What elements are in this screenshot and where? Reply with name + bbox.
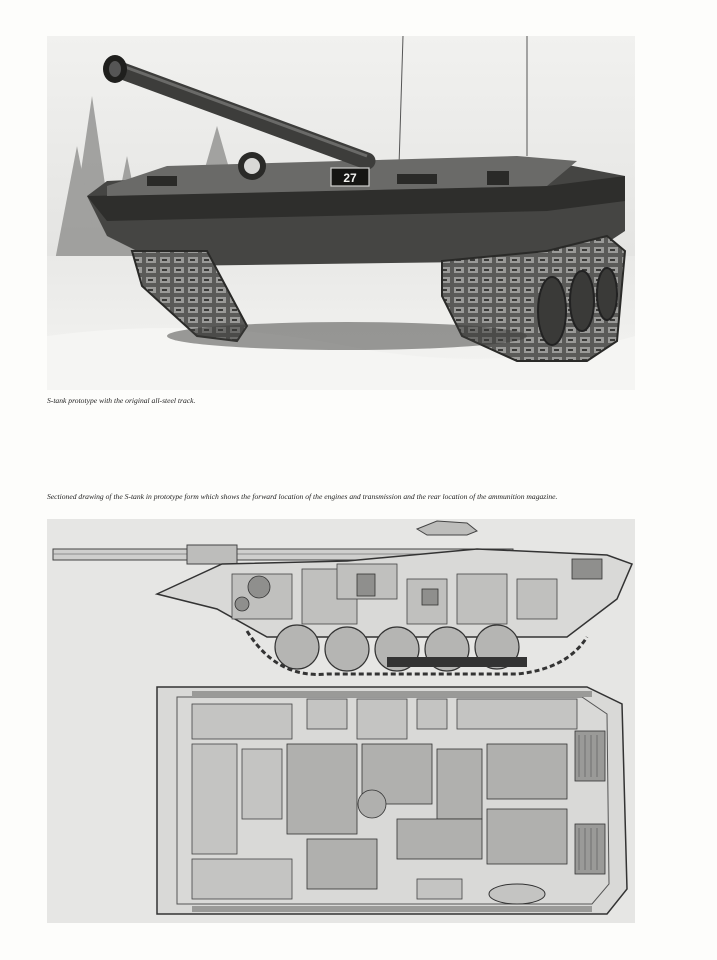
drawing-caption: Sectioned drawing of the S-tank in prototype form which shows the forward location of the engines and transmission and the rear location of the ammunition magazine. [47, 492, 558, 501]
tank-photo [47, 36, 635, 390]
plan-view [157, 687, 627, 914]
sectioned-drawing [47, 519, 635, 923]
photo-caption: S-tank prototype with the original all-steel track. [47, 396, 196, 405]
hull-number: 27 [343, 171, 357, 185]
